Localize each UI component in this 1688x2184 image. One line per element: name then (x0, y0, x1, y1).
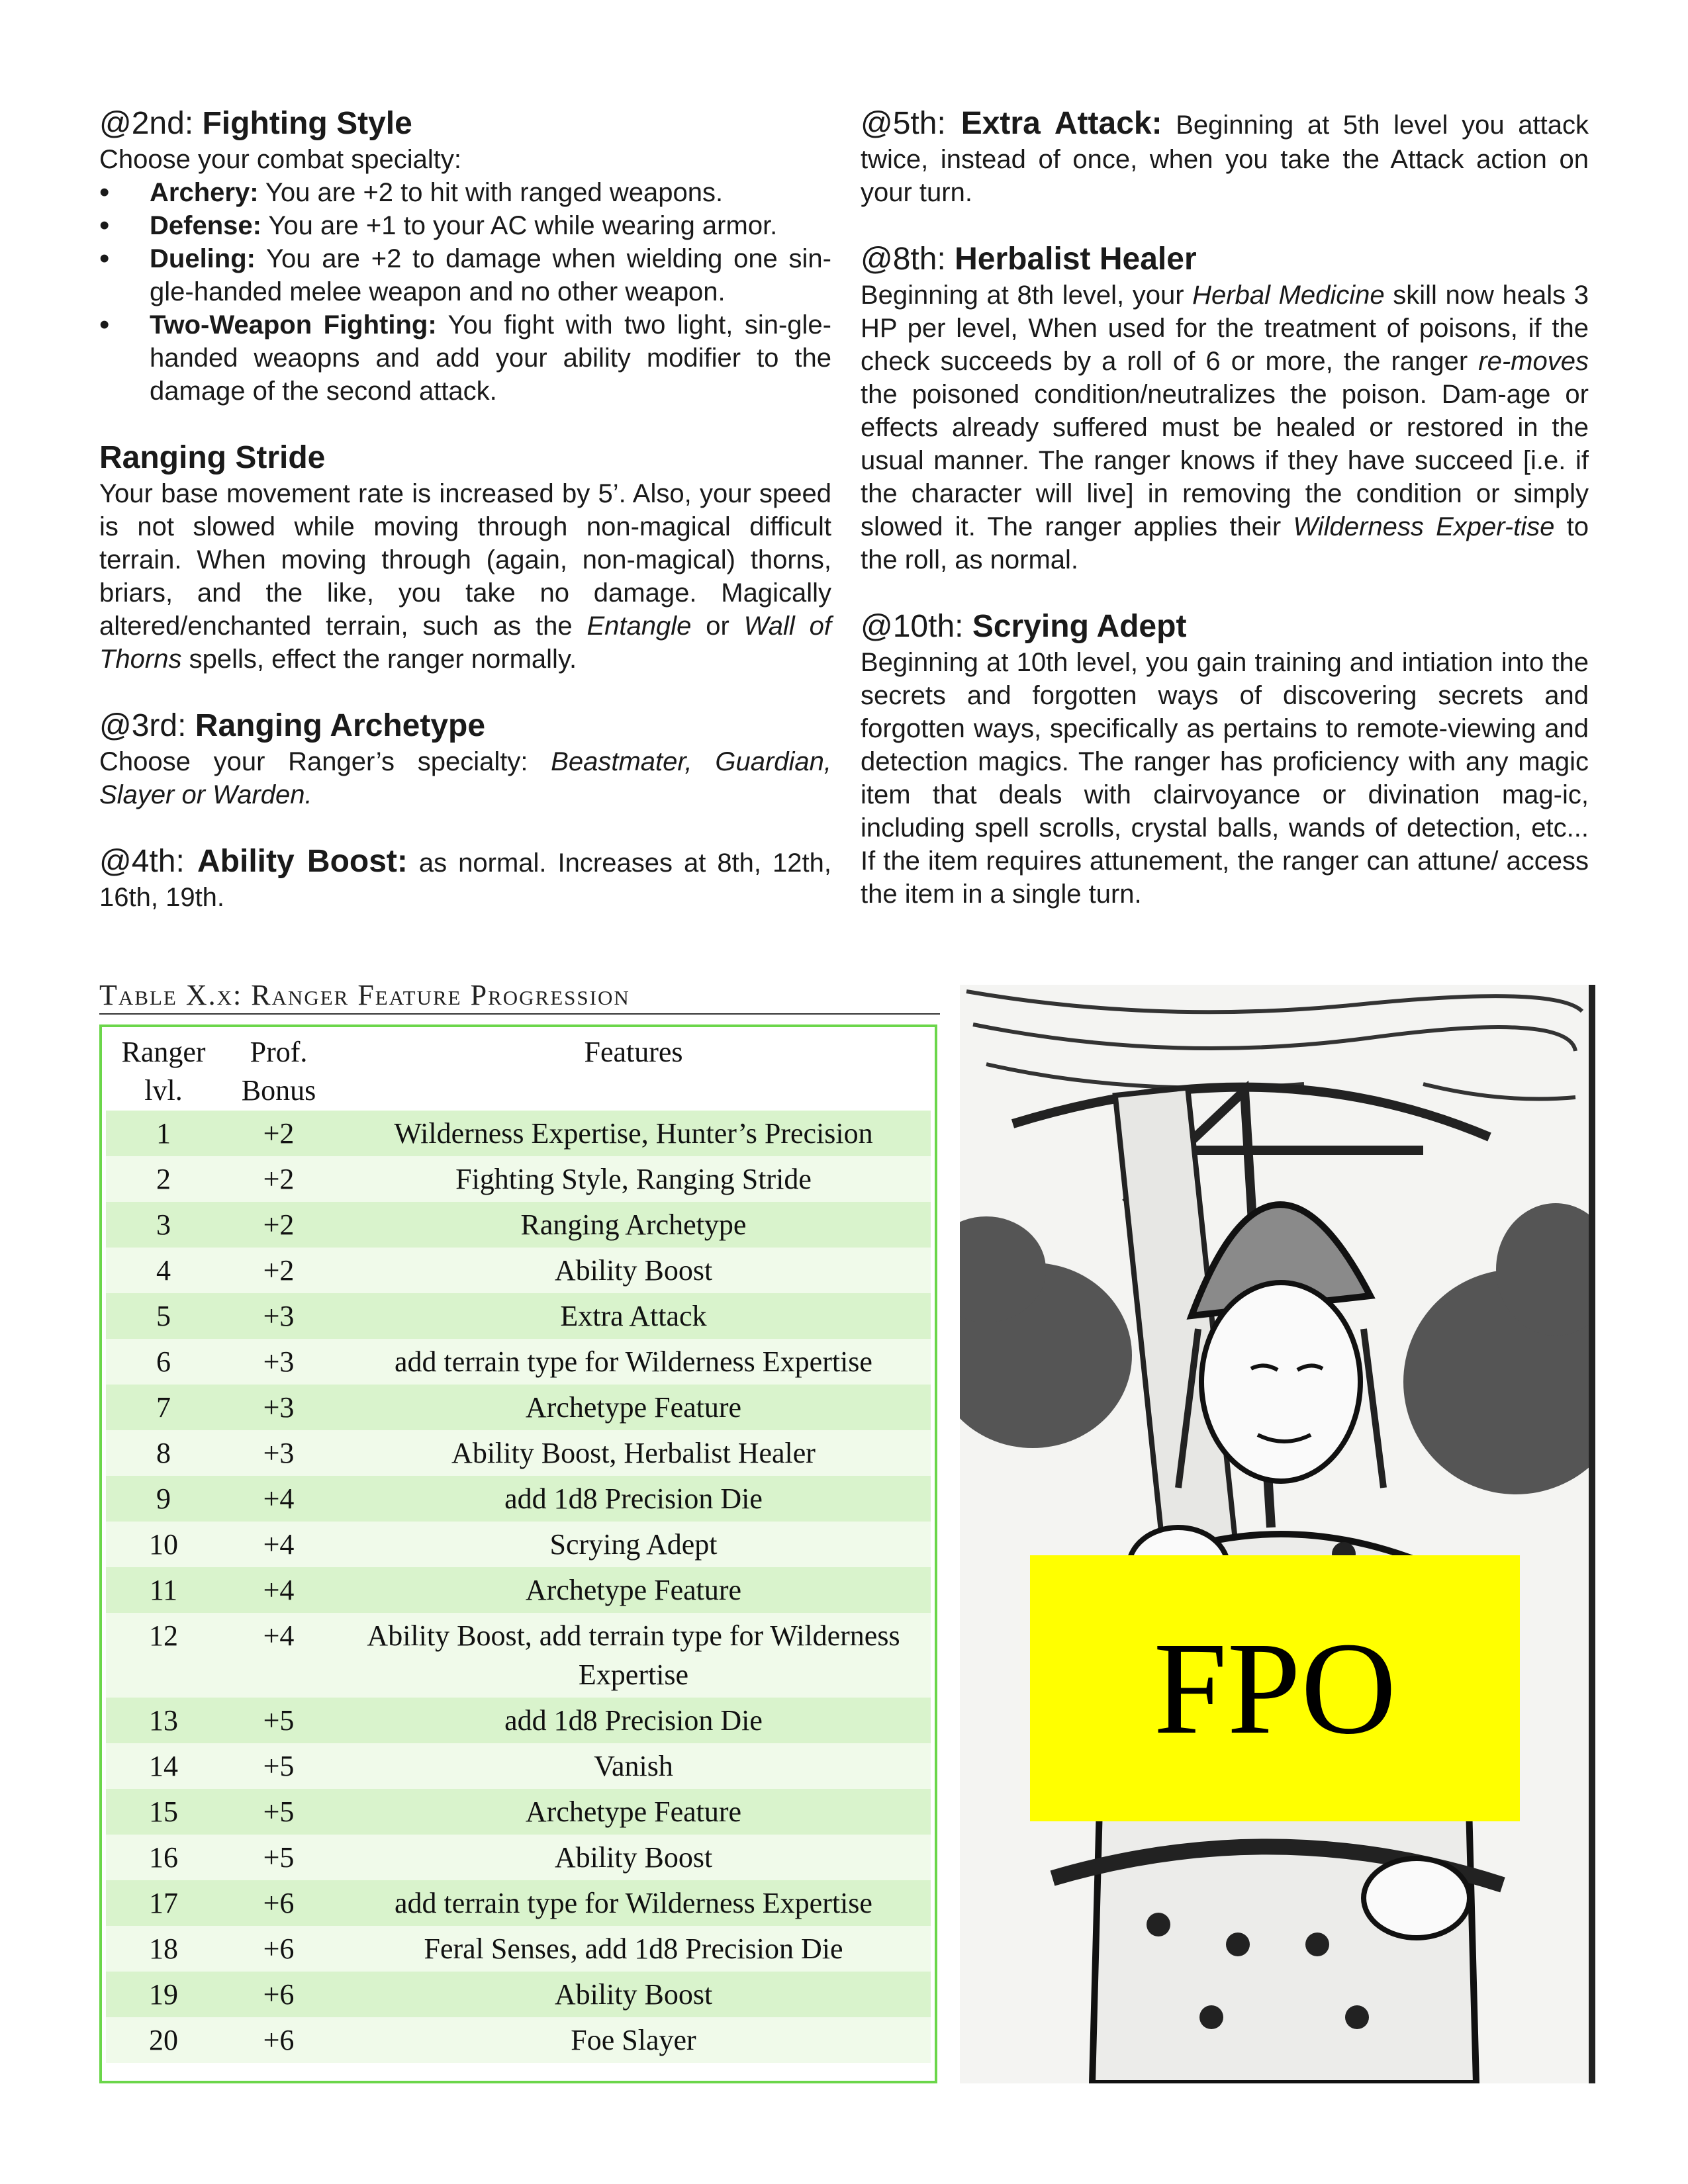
table-row (106, 1880, 931, 1926)
cell-bonus: +3 (221, 1430, 336, 1476)
cell-bonus: +6 (221, 1972, 336, 2017)
cell-features: add 1d8 Precision Die (336, 1698, 931, 1743)
cell-bonus: +2 (221, 1111, 336, 1156)
cell-bonus: +2 (221, 1202, 336, 1248)
table-row (106, 1926, 931, 1972)
cell-features: Ability Boost, Herbalist Healer (336, 1430, 931, 1476)
table-row (106, 1743, 931, 1789)
fighting-style-options (99, 176, 831, 408)
cell-bonus: +6 (221, 2017, 336, 2063)
cell-level: 4 (106, 1248, 221, 1293)
cell-level: 7 (106, 1385, 221, 1430)
cell-features: add terrain type for Wilderness Expertise (336, 1880, 931, 1926)
scrying-adept-heading: @10th: Scrying Adept (861, 609, 1187, 644)
table-row (106, 2017, 931, 2063)
progression-table (106, 1032, 931, 2063)
cell-features: add terrain type for Wilderness Expertise (336, 1339, 931, 1385)
cell-bonus: +3 (221, 1293, 336, 1339)
cell-features: Vanish (336, 1743, 931, 1789)
extra-attack-section (861, 105, 1589, 209)
header-prof-bonus: Prof. Bonus (241, 1036, 316, 1107)
fighting-style-section (99, 105, 831, 408)
table-row (106, 1248, 931, 1293)
cell-bonus: +6 (221, 1880, 336, 1926)
cell-level: 13 (106, 1698, 221, 1743)
cell-bonus: +4 (221, 1613, 336, 1698)
cell-features: Archetype Feature (336, 1385, 931, 1430)
ranging-stride-text: Your base movement rate is increased by 5’. Also, your speed is not slowed while moving through non-magical difficult terrain. When moving through (again, non-magical) thorns, briars, and the like, you take no damage. Magically altered/enchanted terrain, such as the Entangle or Wall of Thorns spells, effect the ranger normally. (99, 479, 832, 674)
option-dueling: • Dueling: You are +2 to damage when wielding one sin-gle-handed melee weapon and no other weapon. (99, 242, 831, 308)
table-row (106, 1111, 931, 1156)
cell-level: 20 (106, 2017, 221, 2063)
cell-bonus: +5 (221, 1835, 336, 1880)
table-row (106, 1972, 931, 2017)
cell-level: 2 (106, 1156, 221, 1202)
option-archery: • Archery: You are +2 to hit with ranged weapons. (99, 176, 831, 209)
cell-bonus: +5 (221, 1789, 336, 1835)
fighting-style-heading: @2nd: Fighting Style (99, 106, 412, 141)
cell-level: 8 (106, 1430, 221, 1476)
cell-features: Ability Boost (336, 1972, 931, 2017)
cell-features: Archetype Feature (336, 1789, 931, 1835)
cell-features: Scrying Adept (336, 1522, 931, 1567)
ranging-stride-section (99, 439, 831, 676)
ranging-archetype-heading: @3rd: Ranging Archetype (99, 708, 486, 743)
ability-boost-section (99, 842, 831, 914)
table-row (106, 1430, 931, 1476)
cell-features: Ability Boost (336, 1248, 931, 1293)
table-row (106, 1789, 931, 1835)
herbalist-healer-section (861, 240, 1589, 576)
herbalist-healer-text: Beginning at 8th level, your Herbal Medicine skill now heals 3 HP per level, When used for the treatment of poisons, if the check succeeds by a roll of 6 or more, the ranger re-moves the poisoned condition/neutralizes the poison. Dam-age or effects already suffered must be healed or restored in the usual manner. The ranger knows if they have succeed [i.e. if the character will live] in removing the condition or simply slowed it. The ranger applies their Wilderness Exper-tise to the roll, as normal. (861, 281, 1589, 574)
table-row (106, 1293, 931, 1339)
cell-bonus: +6 (221, 1926, 336, 1972)
cell-features: Archetype Feature (336, 1567, 931, 1613)
cell-level: 5 (106, 1293, 221, 1339)
cell-level: 10 (106, 1522, 221, 1567)
cell-bonus: +4 (221, 1476, 336, 1522)
cell-level: 3 (106, 1202, 221, 1248)
ranging-stride-heading: Ranging Stride (99, 440, 326, 475)
cell-features: Ability Boost, add terrain type for Wilderness Expertise (336, 1613, 931, 1698)
header-features: Features (584, 1036, 683, 1068)
fighting-style-title: Fighting Style (202, 106, 412, 141)
ranger-progression-table (99, 1024, 937, 2083)
table-row (106, 1567, 931, 1613)
cell-level: 16 (106, 1835, 221, 1880)
cell-bonus: +5 (221, 1743, 336, 1789)
fpo-placeholder: FPO (1030, 1555, 1520, 1821)
option-two-weapon-fighting: • Two-Weapon Fighting: You fight with two light, sin-gle-handed weaopns and add your ability modifier to the damage of the second attack. (99, 308, 831, 408)
table-body (106, 1111, 931, 2063)
table-row (106, 1385, 931, 1430)
cell-features: Ranging Archetype (336, 1202, 931, 1248)
ranger-illustration (960, 985, 1595, 2083)
cell-level: 1 (106, 1111, 221, 1156)
table-row (106, 1202, 931, 1248)
table-row (106, 1156, 931, 1202)
cell-features: Feral Senses, add 1d8 Precision Die (336, 1926, 931, 1972)
cell-features: Wilderness Expertise, Hunter’s Precision (336, 1111, 931, 1156)
table-row (106, 1339, 931, 1385)
cell-level: 9 (106, 1476, 221, 1522)
cell-features: Ability Boost (336, 1835, 931, 1880)
ability-boost-text: @4th: Ability Boost: as normal. Increases at 8th, 12th, 16th, 19th. (99, 844, 831, 912)
scrying-adept-section (861, 608, 1589, 911)
table-row (106, 1698, 931, 1743)
herbalist-healer-heading: @8th: Herbalist Healer (861, 242, 1197, 277)
cell-bonus: +3 (221, 1385, 336, 1430)
table-row (106, 1613, 931, 1698)
table-header-row (106, 1032, 931, 1111)
cell-level: 11 (106, 1567, 221, 1613)
header-ranger-level: Ranger lvl. (121, 1036, 206, 1107)
fighting-style-intro: Choose your combat specialty: (99, 145, 461, 174)
ranging-archetype-text: Choose your Ranger’s specialty: Beastmater, Guardian, Slayer or Warden. (99, 747, 831, 809)
cell-level: 19 (106, 1972, 221, 2017)
scrying-adept-text: Beginning at 10th level, you gain training and intiation into the secrets and forgotten ways of discovering secrets and forgotten ways, specifically as pertains to remote-viewing and detection magics. The ranger has proficiency with any magic item that deals with clairvoyance or divination mag-ic, including spell scrolls, crystal balls, wands of detection, etc... If the item requires attunement, the ranger can attune/ access the item in a single turn. (861, 648, 1589, 909)
cell-level: 14 (106, 1743, 221, 1789)
cell-features: add 1d8 Precision Die (336, 1476, 931, 1522)
cell-bonus: +2 (221, 1156, 336, 1202)
cell-level: 17 (106, 1880, 221, 1926)
cell-features: Fighting Style, Ranging Stride (336, 1156, 931, 1202)
cell-bonus: +4 (221, 1522, 336, 1567)
ranger-sketch-icon (960, 985, 1589, 2083)
table-row (106, 1835, 931, 1880)
right-column (861, 105, 1589, 942)
left-column (99, 105, 831, 945)
cell-bonus: +3 (221, 1339, 336, 1385)
cell-features: Foe Slayer (336, 2017, 931, 2063)
table-title: Table X.x: Ranger Feature Progression (99, 978, 940, 1015)
cell-level: 12 (106, 1613, 221, 1698)
table-row (106, 1522, 931, 1567)
option-defense: • Defense: You are +1 to your AC while wearing armor. (99, 209, 831, 242)
table-row (106, 1476, 931, 1522)
cell-bonus: +5 (221, 1698, 336, 1743)
cell-bonus: +4 (221, 1567, 336, 1613)
cell-level: 18 (106, 1926, 221, 1972)
ranging-archetype-section (99, 707, 831, 811)
cell-features: Extra Attack (336, 1293, 931, 1339)
extra-attack-text: @5th: Extra Attack: Beginning at 5th level you attack twice, instead of once, when you take the Attack action on your turn. (861, 106, 1589, 207)
cell-level: 6 (106, 1339, 221, 1385)
cell-level: 15 (106, 1789, 221, 1835)
cell-bonus: +2 (221, 1248, 336, 1293)
